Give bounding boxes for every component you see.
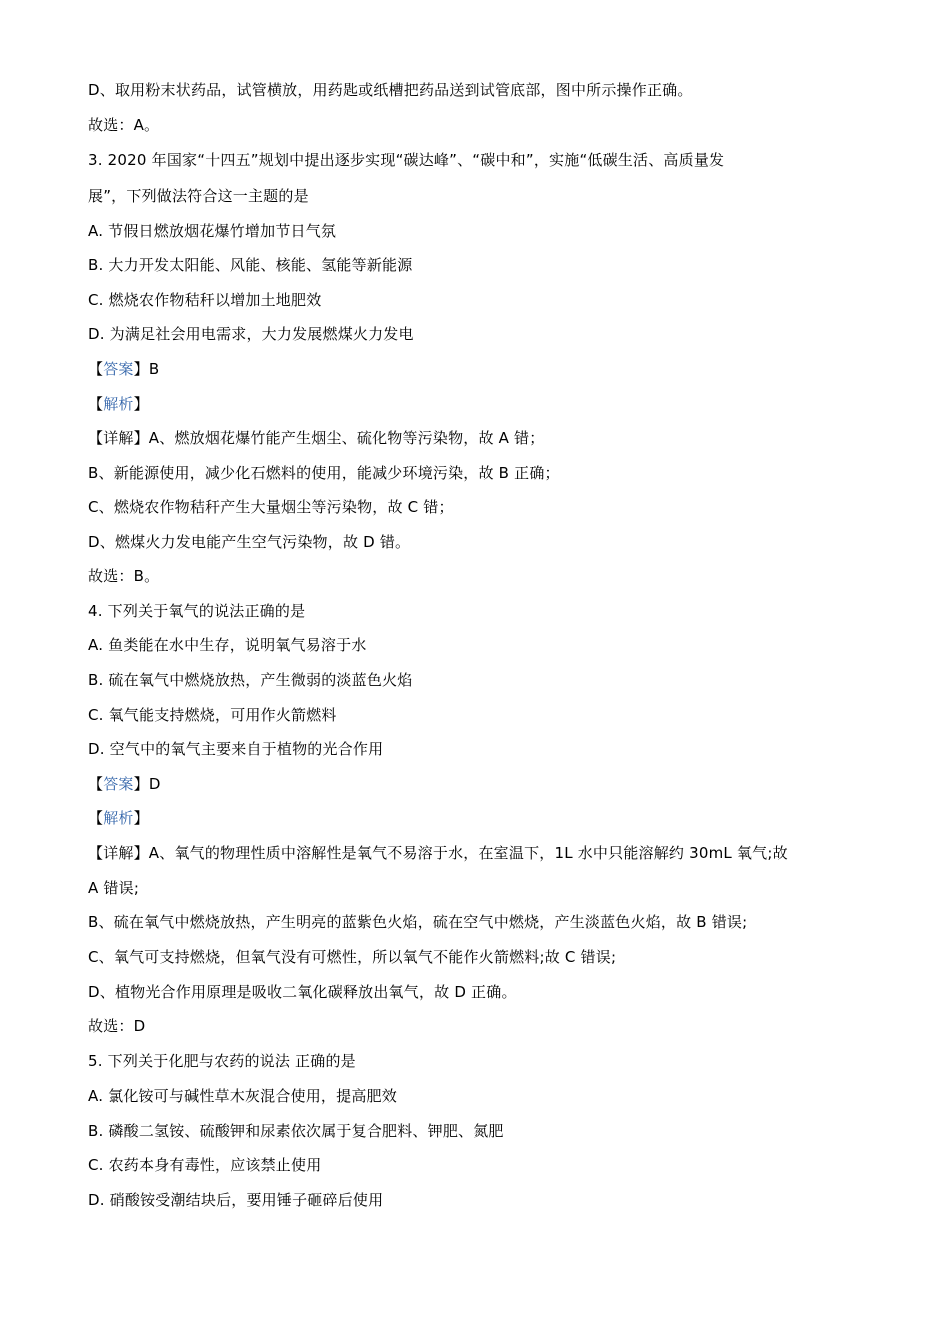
analysis-label: 解析 <box>103 809 134 827</box>
option-a: A. 氯化铵可与碱性草木灰混合使用，提高肥效 <box>88 1087 397 1105</box>
answer-line: 【答案】B <box>88 360 160 378</box>
answer-label: 答案 <box>103 775 134 793</box>
answer-value: D <box>148 775 161 793</box>
option-d: D. 硝酸铵受潮结块后，要用锤子砸碎后使用 <box>88 1191 384 1209</box>
option-c: C. 氧气能支持燃烧，可用作火箭燃料 <box>88 706 337 724</box>
option-b: B. 磷酸二氢铵、硫酸钾和尿素依次属于复合肥料、钾肥、氮肥 <box>88 1122 504 1140</box>
analysis-label: 解析 <box>103 395 134 413</box>
analysis-line: 【解析】 <box>88 395 149 413</box>
explanation-line: B、新能源使用，减少化石燃料的使用，能减少环境污染，故 B 正确； <box>88 464 560 482</box>
option-b: B. 硫在氧气中燃烧放热，产生微弱的淡蓝色火焰 <box>88 671 413 689</box>
question-3-stem-cont: 展”，下列做法符合这一主题的是 <box>88 187 309 205</box>
text-line: 故选：A。 <box>88 116 160 134</box>
option-a: A. 鱼类能在水中生存，说明氧气易溶于水 <box>88 636 367 654</box>
option-a: A. 节假日燃放烟花爆竹增加节日气氛 <box>88 222 337 240</box>
question-3-stem: 3. 2020 年国家“十四五”规划中提出逐步实现“碳达峰”、“碳中和”，实施“低碳生活、高质量发 <box>88 151 725 169</box>
explanation-line: C、燃烧农作物秸秆产生大量烟尘等污染物，故 C 错； <box>88 498 454 516</box>
answer-label: 答案 <box>103 360 134 378</box>
text-line: D、取用粉末状药品，试管横放，用药匙或纸槽把药品送到试管底部，图中所示操作正确。 <box>88 81 693 99</box>
choice-line: 故选：B。 <box>88 567 160 585</box>
option-d: D. 为满足社会用电需求，大力发展燃煤火力发电 <box>88 325 414 343</box>
explanation-line: C、氧气可支持燃烧，但氧气没有可燃性，所以氧气不能作火箭燃料;故 C 错误; <box>88 948 617 966</box>
question-4-stem: 4. 下列关于氧气的说法正确的是 <box>88 602 306 620</box>
question-5-stem: 5. 下列关于化肥与农药的说法 正确的是 <box>88 1052 356 1070</box>
explanation-line: B、硫在氧气中燃烧放热，产生明亮的蓝紫色火焰，硫在空气中燃烧，产生淡蓝色火焰，故 B 错误; <box>88 913 748 931</box>
answer-line: 【答案】D <box>88 775 161 793</box>
option-c: C. 农药本身有毒性，应该禁止使用 <box>88 1156 322 1174</box>
answer-value: B <box>148 360 160 378</box>
explanation-line: A 错误; <box>88 879 140 897</box>
choice-line: 故选：D <box>88 1017 146 1035</box>
analysis-line: 【解析】 <box>88 809 149 827</box>
explanation-line: 【详解】A、燃放烟花爆竹能产生烟尘、硫化物等污染物，故 A 错； <box>88 429 545 447</box>
option-d: D. 空气中的氧气主要来自于植物的光合作用 <box>88 740 384 758</box>
explanation-line: 【详解】A、氧气的物理性质中溶解性是氧气不易溶于水，在室温下，1L 水中只能溶解约 30mL 氧气;故 <box>88 844 788 862</box>
explanation-line: D、燃煤火力发电能产生空气污染物，故 D 错。 <box>88 533 411 551</box>
option-b: B. 大力开发太阳能、风能、核能、氢能等新能源 <box>88 256 413 274</box>
explanation-line: D、植物光合作用原理是吸收二氧化碳释放出氧气，故 D 正确。 <box>88 983 517 1001</box>
option-c: C. 燃烧农作物秸秆以增加土地肥效 <box>88 291 322 309</box>
